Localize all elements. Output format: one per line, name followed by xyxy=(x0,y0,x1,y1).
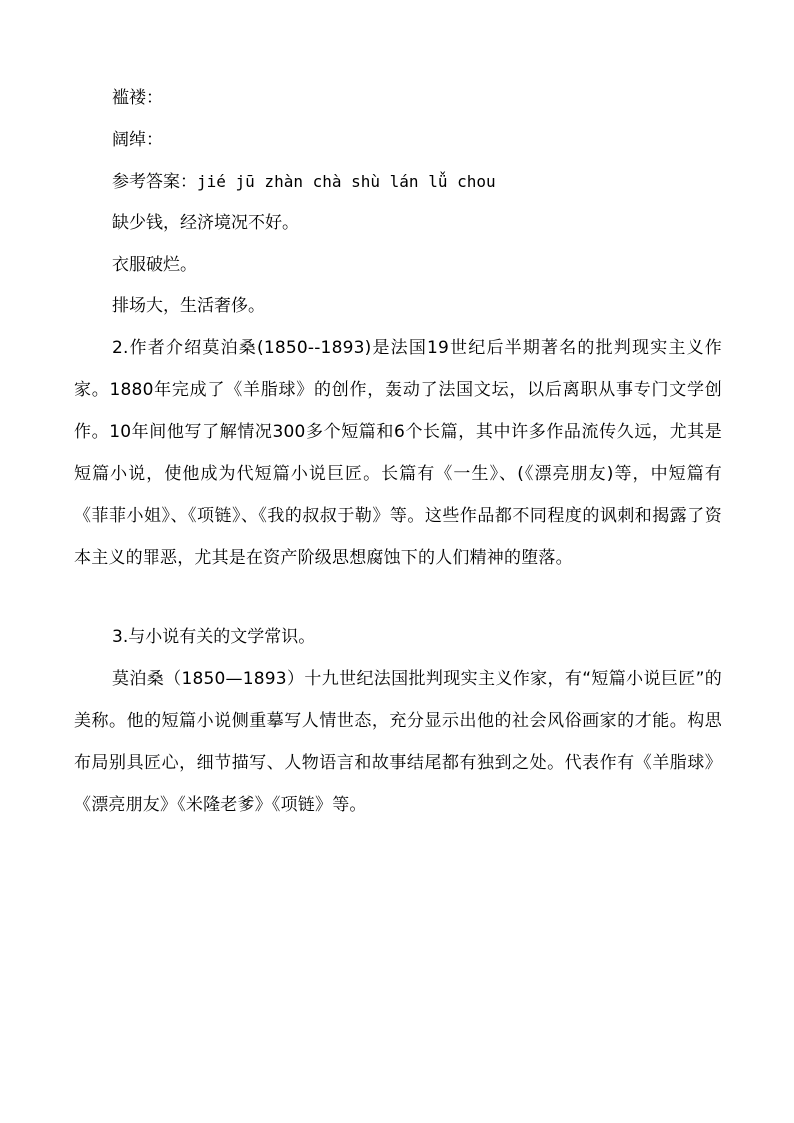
meaning-3: 排场大，生活奢侈。 xyxy=(112,296,265,316)
answer-line xyxy=(112,170,496,194)
answer-label: 参考答案： xyxy=(112,172,197,192)
vocab-kuochuo: 阔绰： xyxy=(112,130,163,150)
section-3-heading: 3.与小说有关的文学常识。 xyxy=(112,627,316,647)
vocab-lanlv: 褴褛： xyxy=(112,88,163,108)
section-3-paragraph: 莫泊桑（1850—1893）十九世纪法国批判现实主义作家，有“短篇小说巨匠”的美称。他的短篇小说侧重摹写人情世态，充分显示出他的社会风俗画家的才能。构思布局别具匠心，细节描写、人物语言和故事结尾都有独到之处。代表作有《羊脂球》《漂亮朋友》《米隆老爹》《项链》等。 xyxy=(74,669,722,815)
meaning-2: 衣服破烂。 xyxy=(112,255,197,275)
section-2-paragraph: 2.作者介绍莫泊桑(1850--1893)是法国19世纪后半期著名的批判现实主义作家。1880年完成了《羊脂球》的创作，轰动了法国文坛，以后离职从事专门文学创作。10年间他写了解情况300多个短篇和6个长篇，其中许多作品流传久远，尤其是短篇小说，使他成为代短篇小说巨匠。长篇有《一生》、(《漂亮朋友)等，中短篇有《菲菲小姐》、《项链》、《我的叔叔于勒》等。这些作品都不同程度的讽刺和揭露了资本主义的罪恶，尤其是在资产阶级思想腐蚀下的人们精神的堕落。 xyxy=(74,338,722,568)
answer-pinyin: jié jū zhàn chà shù lán lǚ chou xyxy=(197,172,496,191)
meaning-1: 缺少钱，经济境况不好。 xyxy=(112,213,299,233)
